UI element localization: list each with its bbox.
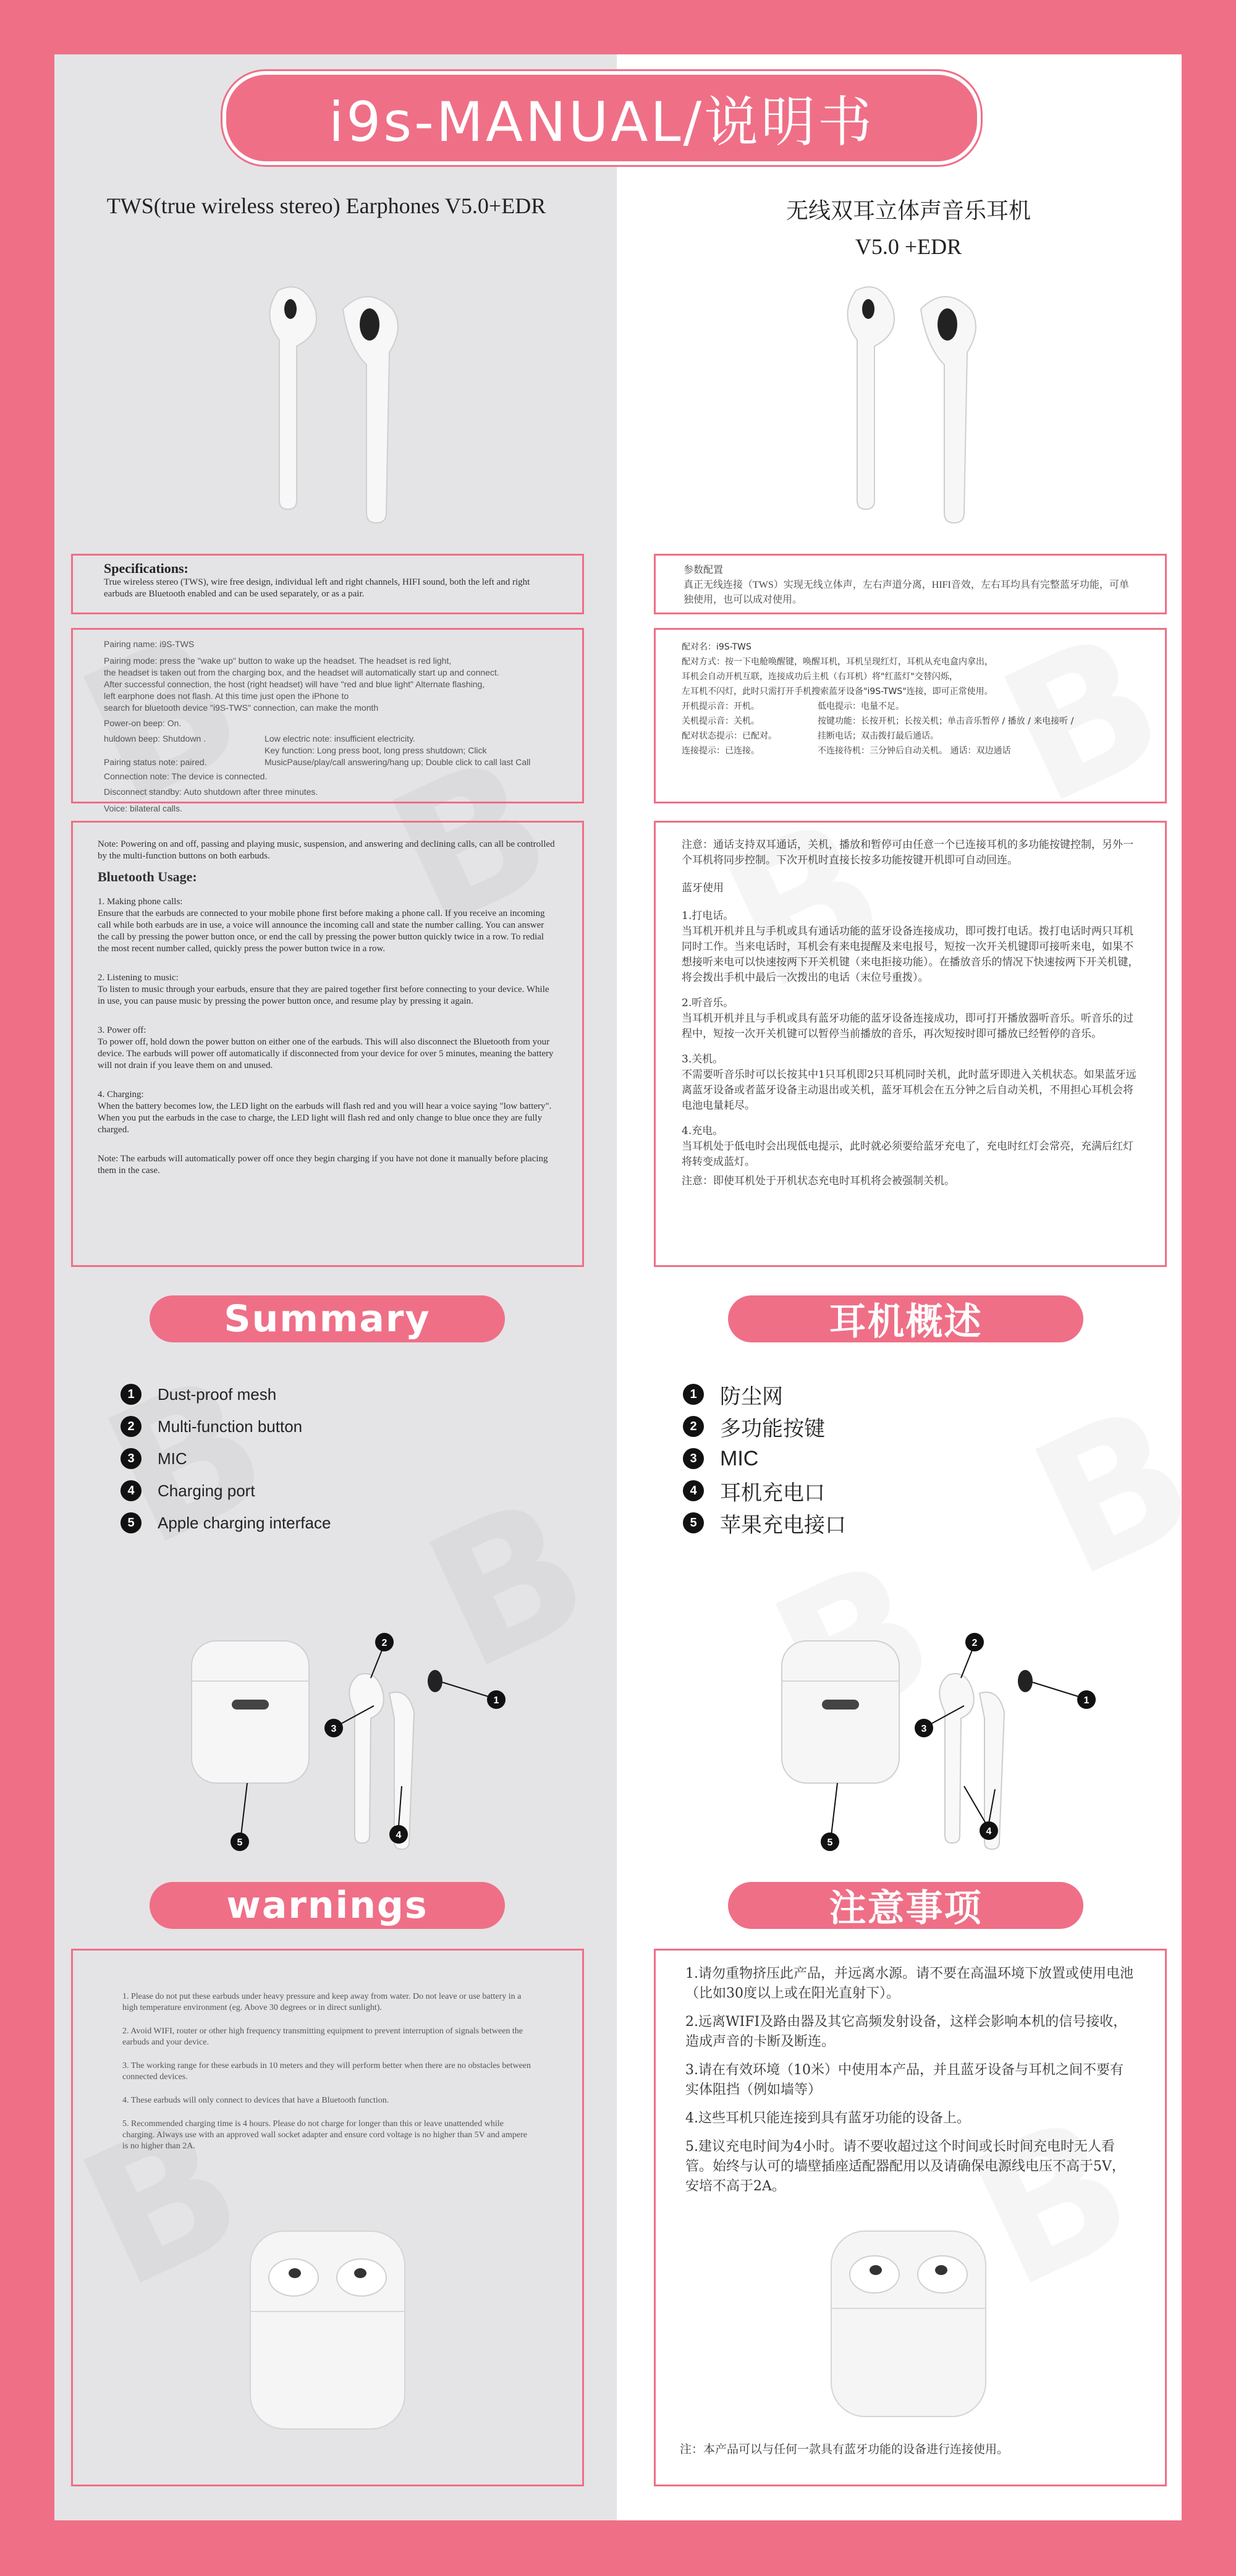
right-warnings-note: 注：本产品可以与任何一款具有蓝牙功能的设备进行连接使用。	[680, 2443, 1009, 2456]
right-usage-item-body: 当耳机开机并且与手机或具有通话功能的蓝牙设备连接成功，即可拨打电话。拨打电话时两只耳机同时工作。当来电话时，耳机会有来电提醒及来电报号，短按一次开关机键即可接听来电，如果不想接听来电可以快速按两下开关机键（来电拒接功能）。在播放音乐的情况下快速按两下开关机键，将会拨出手机中最后一次拨出的电话（末位号重拨）。	[682, 925, 1139, 984]
left-pairing-col-right	[265, 733, 551, 768]
right-pairing-row	[682, 729, 1139, 744]
left-usage-item-head: 1. Making phone calls:	[98, 897, 183, 907]
right-usage-item-body: 当耳机开机并且与手机或具有蓝牙功能的蓝牙设备连接成功，即可打开播放器听音乐。听音乐的过程中，短按一次开关机键可以暂停当前播放的音乐，再次短按时即可播放已经暂停的音乐。	[682, 1012, 1133, 1040]
left-pairing-line: search for bluetooth device "i9S-TWS" connection, can make the month	[104, 703, 379, 713]
right-pairing-line: 左耳机不闪灯，此时只需打开手机搜索蓝牙设备"i9S-TWS"连接，即可正常使用。	[682, 687, 993, 697]
left-usage-item	[98, 972, 557, 1007]
right-specs-text: 真正无线连接（TWS）实现无线立体声，左右声道分离，HIFI音效，左右耳均具有完整蓝牙功能，可单独使用，也可以成对使用。	[684, 580, 1129, 605]
right-usage-note-bottom: 注意：即使耳机处于开机状态充电时耳机将会被强制关机。	[682, 1175, 955, 1187]
callout-1: 1	[1083, 1695, 1090, 1706]
left-pairing-col-line: Low electric note: insufficient electricity.	[265, 734, 415, 744]
earbuds-diagram-left	[185, 1613, 569, 1860]
callout-5: 5	[827, 1837, 833, 1848]
right-usage-item-head: 2.听音乐。	[682, 997, 734, 1009]
left-warning-item: 3. The working range for these earbuds in 10 meters and they will perform better when there are no obstacles between connected devices.	[122, 2061, 531, 2082]
summary-title-right: 耳机概述	[728, 1295, 1083, 1342]
earbuds-diagram-right	[776, 1613, 1159, 1860]
number-badge: 2	[121, 1416, 142, 1437]
right-pairing-cell: 低电提示：电量不足。	[818, 701, 904, 711]
left-pairing-col-left	[104, 733, 265, 768]
callout-5: 5	[237, 1837, 243, 1848]
left-warning-item: 5. Recommended charging time is 4 hours. Please do not charge for longer than this or leave unattended while charging. Always use with an approved wall socket adapter and ensure cord voltage is no higher than 5V and ampere is no higher than 2A.	[122, 2119, 527, 2151]
callout-1: 1	[493, 1695, 499, 1706]
right-usage-box	[654, 821, 1167, 1267]
left-pairing-col-line: huldown beep: Shutdown .	[104, 734, 206, 744]
left-pairing-col-line: MusicPause/play/call answering/hang up; Double click to call last Call	[265, 757, 531, 767]
number-badge: 3	[121, 1448, 142, 1469]
right-pairing-line: 配对名：i9S-TWS	[682, 642, 751, 652]
right-usage-item	[682, 1052, 1139, 1114]
right-usage-note-top: 注意：通话支持双耳通话，关机，播放和暂停可由任意一个已连接耳机的多功能按键控制，另外一个耳机将同步控制。下次开机时直接长按多功能按键开机即可自动回连。	[682, 839, 1133, 866]
summary-item-label: 耳机充电口	[720, 1481, 825, 1505]
right-usage-item-head: 4.充电。	[682, 1125, 724, 1137]
summary-item	[683, 1443, 846, 1475]
right-pairing-cell: 不连接待机：三分钟后自动关机。 通话：双边通话	[818, 746, 1011, 756]
right-heading-line1: 无线双耳立体声音乐耳机	[785, 198, 1031, 223]
left-pairing-line: Pairing name: i9S-TWS	[104, 639, 195, 649]
left-usage-item-body: To power off, hold down the power button on either one of the earbuds. This will also disconnect the Bluetooth from your device. The earbuds will power off automatically if disconnected from your device for over 5 minutes, meaning the battery will not drain if you leave them on and unused.	[98, 1037, 554, 1070]
right-usage-item	[682, 909, 1139, 986]
warnings-title-left: warnings	[150, 1882, 505, 1929]
right-warning-item: 4.这些耳机只能连接到具有蓝牙功能的设备上。	[685, 2111, 970, 2126]
earbuds-image-right	[813, 272, 998, 532]
summary-list-right	[683, 1378, 846, 1539]
left-heading: TWS(true wireless stereo) Earphones V5.0+EDR	[106, 193, 546, 218]
summary-item-label: Charging port	[158, 1481, 255, 1500]
charging-case-image-right	[825, 2219, 992, 2423]
right-heading	[637, 193, 1180, 265]
number-badge: 5	[683, 1512, 704, 1533]
summary-item-label: Apple charging interface	[158, 1513, 331, 1532]
summary-item	[683, 1507, 846, 1539]
right-pairing-cell: 开机提示音：开机。	[682, 701, 760, 711]
summary-item-label: 防尘网	[720, 1384, 783, 1409]
left-usage-item	[98, 1089, 557, 1136]
right-pairing-cell: 挂断电话；双击拨打最后通话。	[818, 731, 939, 741]
left-usage-note-top: Note: Powering on and off, passing and playing music, suspension, and answering and declining calls, can all be controlled by the multi-function buttons on both earbuds.	[98, 839, 555, 861]
callout-2: 2	[381, 1638, 387, 1648]
left-usage-title: Bluetooth Usage:	[98, 869, 197, 884]
summary-list-left	[121, 1378, 331, 1539]
left-pairing-line: the headset is taken out from the charging box, and the headset will automatically start up and connect.	[104, 667, 499, 677]
right-pairing-row	[682, 744, 1139, 758]
left-pairing-line: Voice: bilateral calls.	[104, 803, 182, 813]
left-specs-title: Specifications:	[104, 561, 188, 576]
left-warning-item: 1. Please do not put these earbuds under heavy pressure and keep away from water. Do not leave or use battery in a high temperature environment (eg. Above 30 degrees or in direct sunlight).	[122, 1992, 522, 2012]
right-pairing-cell: 按键功能：长按开机；长按关机；单击音乐暂停 / 播放 / 来电接听 /	[818, 716, 1074, 726]
summary-item	[683, 1378, 846, 1410]
summary-item	[683, 1410, 846, 1443]
left-usage-item-body: Ensure that the earbuds are connected to your mobile phone first before making a phone call. If you receive an incoming call while both earbuds are in use, a voice will announce the incoming call and state the number calling. You can answer the call by pressing the power button once, or end the call by pressing the power button quickly twice in a row. To redial the most recent number called, quickly press the power button twice in a row.	[98, 909, 545, 954]
left-pairing-line: Disconnect standby: Auto shutdown after three minutes.	[104, 787, 318, 797]
right-pairing-cell: 连接提示：已连接。	[682, 746, 760, 756]
callout-3: 3	[331, 1724, 337, 1734]
right-pairing-line: 耳机会自动开机互联，连接成功后主机（右耳机）将"红蓝灯"交替闪烁，	[682, 672, 958, 682]
summary-item-label: 苹果充电接口	[720, 1513, 846, 1537]
summary-item-label: 多功能按键	[720, 1417, 825, 1441]
summary-item-label: Multi-function button	[158, 1417, 303, 1436]
callout-4: 4	[396, 1830, 402, 1841]
right-usage-item-body: 当耳机处于低电时会出现低电提示，此时就必须要给蓝牙充电了，充电时红灯会常亮，充满后红灯将转变成蓝灯。	[682, 1140, 1133, 1168]
summary-item	[121, 1475, 331, 1507]
page-title: i9s-MANUAL/说明书	[222, 71, 981, 165]
left-pairing-box	[71, 628, 584, 813]
right-specs-box	[654, 554, 1167, 614]
right-pairing-row	[682, 699, 1139, 714]
summary-item-label: Dust-proof mesh	[158, 1384, 277, 1404]
left-usage-item	[98, 1025, 557, 1072]
number-badge: 1	[121, 1384, 142, 1405]
summary-item-label: MIC	[720, 1446, 759, 1470]
left-usage-item-head: 2. Listening to music:	[98, 973, 179, 983]
right-usage-item-head: 1.打电话。	[682, 910, 734, 922]
left-usage-item-head: 4. Charging:	[98, 1090, 144, 1099]
summary-item	[121, 1410, 331, 1443]
summary-item	[121, 1443, 331, 1475]
left-pairing-columns	[104, 733, 551, 768]
left-usage-item-head: 3. Power off:	[98, 1025, 146, 1035]
callout-3: 3	[921, 1724, 927, 1734]
left-pairing-col-line: Key function: Long press boot, long press shutdown; Click	[265, 745, 487, 755]
number-badge: 1	[683, 1384, 704, 1405]
left-usage-item-body: When the battery becomes low, the LED light on the earbuds will flash red and you will hear a voice saying "low battery". When you put the earbuds in the case to charge, the LED light will flash red and only change to blue once they are fully charged.	[98, 1101, 552, 1135]
callout-2: 2	[971, 1638, 978, 1648]
left-pairing-line: Connection note: The device is connected.	[104, 771, 268, 781]
left-pairing-col-line: Pairing status note: paired.	[104, 757, 207, 767]
number-badge: 3	[683, 1448, 704, 1469]
right-warning-item: 3.请在有效环境（10米）中使用本产品，并且蓝牙设备与耳机之间不要有实体阻挡（例如墙等）	[685, 2062, 1124, 2098]
right-pairing-cell: 配对状态提示：已配对。	[682, 731, 777, 741]
left-usage-item	[98, 896, 557, 955]
right-warning-item: 2.远离WIFI及路由器及其它高频发射设备，这样会影响本机的信号接收，造成声音的卡断及断连。	[685, 2014, 1127, 2049]
right-heading-line2: V5.0 +EDR	[855, 234, 962, 259]
right-pairing-row	[682, 714, 1139, 729]
left-usage-box	[71, 821, 584, 1267]
right-specs-title: 参数配置	[684, 565, 724, 575]
summary-item-label: MIC	[158, 1449, 187, 1468]
right-warning-item: 5.建议充电时间为4小时。请不要收超过这个时间或长时间充电时无人看管。始终与认可的墙壁插座适配器配用以及请确保电源线电压不高于5V，安培不高于2A。	[685, 2139, 1125, 2194]
right-usage-item-head: 3.关机。	[682, 1053, 724, 1066]
number-badge: 5	[121, 1512, 142, 1533]
summary-title-left: Summary	[150, 1295, 505, 1342]
warnings-title-right: 注意事项	[728, 1882, 1083, 1929]
left-pairing-line: After successful connection, the host (right headset) will have "red and blue light" Alternate flashing,	[104, 679, 485, 689]
right-pairing-cell: 关机提示音：关机。	[682, 716, 760, 726]
left-pairing-line: Pairing mode: press the "wake up" button to wake up the headset. The headset is red light,	[104, 656, 452, 666]
summary-item	[121, 1378, 331, 1410]
left-warning-item: 4. These earbuds will only connect to devices that have a Bluetooth function.	[122, 2096, 389, 2105]
left-usage-item-body: To listen to music through your earbuds, ensure that they are paired together first before connecting to your device. While in use, you can pause music by pressing the power button once, and resume play by pressing it again.	[98, 985, 549, 1006]
right-usage-item	[682, 996, 1139, 1042]
left-usage-note-bottom: Note: The earbuds will automatically power off once they begin charging if you have not done it manually before placing them in the case.	[98, 1154, 548, 1176]
right-usage-title: 蓝牙使用	[682, 882, 724, 894]
summary-item	[121, 1507, 331, 1539]
left-specs-text: True wireless stereo (TWS), wire free design, individual left and right channels, HIFI sound, both the left and right earbuds are Bluetooth enabled and can be used separately, or as a pair.	[104, 577, 530, 599]
left-pairing-line: Power-on beep: On.	[104, 718, 182, 728]
right-usage-item	[682, 1124, 1139, 1170]
charging-case-image-left	[244, 2219, 411, 2435]
left-pairing-line: left earphone does not flash. At this time just open the iPhone to	[104, 691, 349, 701]
left-warning-item: 2. Avoid WIFI, router or other high frequency transmitting equipment to prevent interruption of signals between the earbuds and your device.	[122, 2027, 523, 2047]
number-badge: 2	[683, 1416, 704, 1437]
number-badge: 4	[683, 1480, 704, 1501]
callout-4: 4	[986, 1826, 992, 1837]
right-warning-item: 1.请勿重物挤压此产品，并远离水源。请不要在高温环境下放置或使用电池（比如30度以上或在阳光直射下）。	[685, 1966, 1133, 2001]
earbuds-image-left	[235, 272, 420, 532]
number-badge: 4	[121, 1480, 142, 1501]
right-pairing-line: 配对方式：按一下电舱唤醒键，唤醒耳机，耳机呈现红灯，耳机从充电盒内拿出，	[682, 657, 993, 667]
left-specs-box	[71, 554, 584, 614]
right-pairing-box	[654, 628, 1167, 803]
summary-item	[683, 1475, 846, 1507]
right-usage-item-body: 不需要听音乐时可以长按其中1只耳机即2只耳机同时关机，此时蓝牙即进入关机状态。如果蓝牙远离蓝牙设备或者蓝牙设备主动退出或关机，蓝牙耳机会在五分钟之后自动关机，不用担心耳机会将电池电量耗尽。	[682, 1069, 1137, 1112]
